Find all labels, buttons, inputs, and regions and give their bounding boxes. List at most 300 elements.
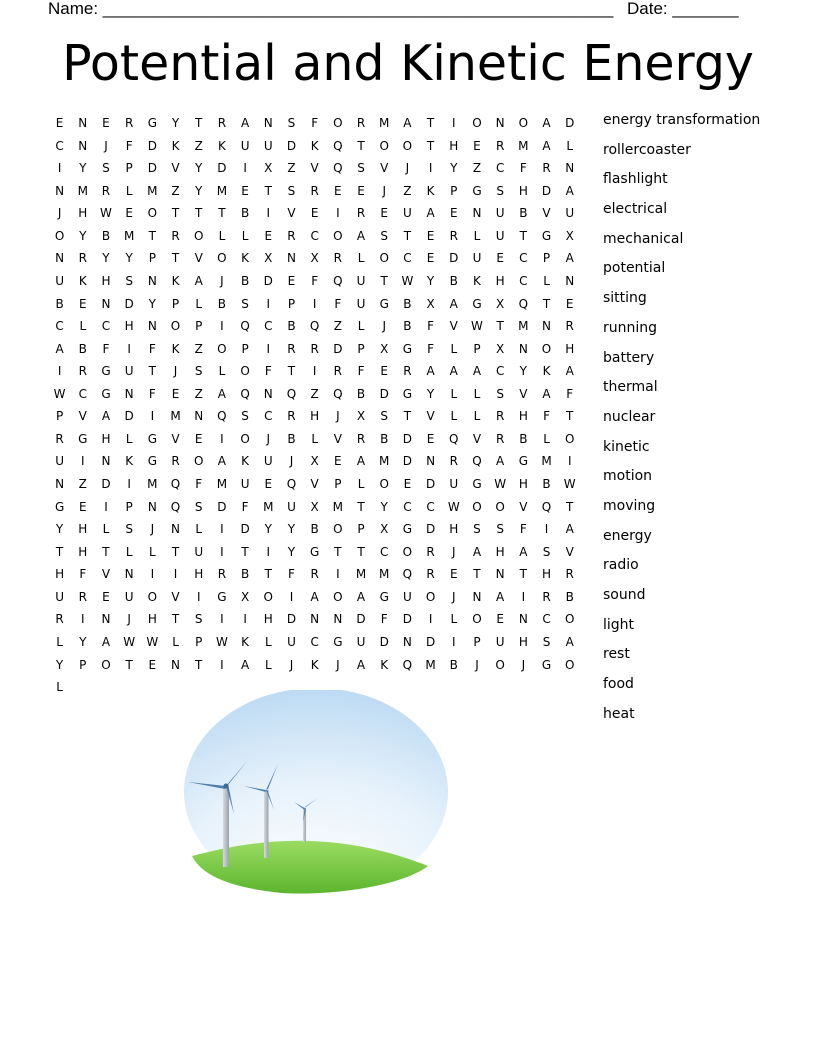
grid-letter: Z xyxy=(310,386,319,401)
grid-letter: P xyxy=(357,522,365,537)
grid-letter: A xyxy=(565,522,574,537)
grid-letter: R xyxy=(565,319,574,334)
grid-letter: G xyxy=(541,228,552,243)
grid-letter: Q xyxy=(402,567,413,582)
grid-letter: T xyxy=(426,138,435,153)
grid-letter: T xyxy=(566,499,574,514)
grid-letter: A xyxy=(240,116,250,130)
grid-letter: A xyxy=(310,589,319,604)
grid-letter: R xyxy=(287,341,296,356)
grid-letter: Q xyxy=(309,319,320,334)
grid-letter: U xyxy=(55,454,64,469)
grid-letter: I xyxy=(220,319,224,334)
grid-letter: E xyxy=(334,183,342,198)
grid-letter: B xyxy=(240,567,250,582)
grid-letter: Z xyxy=(78,477,87,491)
grid-letter: I xyxy=(452,634,456,649)
grid-letter: O xyxy=(170,319,181,334)
grid-letter: R xyxy=(403,364,412,379)
grid-letter: R xyxy=(495,138,505,153)
grid-letter: X xyxy=(496,296,505,311)
grid-letter: H xyxy=(310,409,320,424)
grid-letter: P xyxy=(287,296,296,311)
grid-letter: J xyxy=(405,161,410,176)
grid-letter: W xyxy=(146,634,159,649)
grid-letter: W xyxy=(53,386,66,401)
grid-letter: T xyxy=(264,567,272,582)
grid-letter: W xyxy=(447,499,460,514)
grid-letter: Q xyxy=(541,499,552,514)
grid-letter: H xyxy=(101,431,111,446)
grid-letter: D xyxy=(124,296,134,311)
grid-letter: T xyxy=(403,228,412,243)
grid-letter: U xyxy=(263,138,273,153)
grid-letter: T xyxy=(287,364,296,379)
grid-letter: I xyxy=(567,454,572,469)
grid-letter: T xyxy=(171,544,180,559)
grid-letter: A xyxy=(449,364,458,379)
grid-letter: J xyxy=(57,206,62,221)
grid-letter: R xyxy=(542,161,551,176)
word-list-item: flashlight xyxy=(603,171,668,188)
grid-letter: K xyxy=(78,273,87,288)
grid-letter: U xyxy=(124,364,134,379)
grid-letter: Q xyxy=(286,477,297,491)
grid-letter: I xyxy=(266,206,271,221)
grid-letter: N xyxy=(402,634,412,649)
grid-letter: F xyxy=(79,567,87,582)
grid-letter: I xyxy=(266,544,271,559)
grid-letter: I xyxy=(220,431,224,446)
grid-letter: K xyxy=(310,138,319,153)
grid-letter: N xyxy=(78,138,88,153)
grid-letter: L xyxy=(79,319,87,334)
grid-letter: L xyxy=(149,544,156,559)
grid-letter: B xyxy=(449,657,458,672)
grid-letter: S xyxy=(473,522,481,537)
grid-letter: N xyxy=(124,567,134,582)
grid-letter: U xyxy=(356,273,366,288)
grid-letter: K xyxy=(241,634,250,649)
grid-letter: H xyxy=(78,206,88,221)
grid-letter: O xyxy=(379,477,389,491)
grid-letter: Q xyxy=(402,657,413,672)
grid-letter: D xyxy=(541,183,552,198)
grid-letter: A xyxy=(101,409,111,424)
grid-letter: T xyxy=(171,612,180,627)
grid-letter: U xyxy=(55,273,64,288)
word-list-item: energy transformation xyxy=(603,112,761,128)
grid-letter: D xyxy=(147,138,157,153)
grid-letter: S xyxy=(380,409,389,424)
grid-letter: S xyxy=(102,161,110,176)
word-list-item: rest xyxy=(603,646,630,663)
grid-letter: T xyxy=(357,499,365,514)
grid-letter: V xyxy=(171,589,180,604)
grid-letter: G xyxy=(101,364,111,379)
grid-letter: H xyxy=(495,273,505,288)
grid-letter: E xyxy=(426,228,435,243)
grid-letter: K xyxy=(171,273,180,288)
grid-letter: A xyxy=(217,454,227,469)
date-field-label: Date: _______ xyxy=(627,0,739,18)
grid-letter: D xyxy=(425,634,436,649)
grid-letter: P xyxy=(125,499,133,514)
grid-letter: F xyxy=(566,386,574,401)
grid-letter: S xyxy=(125,273,133,288)
grid-letter: N xyxy=(565,161,575,176)
grid-letter: C xyxy=(310,634,319,649)
grid-letter: D xyxy=(147,161,157,176)
grid-letter: V xyxy=(78,409,87,424)
grid-letter: U xyxy=(124,589,134,604)
grid-letter: L xyxy=(311,431,318,446)
grid-letter: P xyxy=(195,319,203,334)
grid-letter: D xyxy=(379,634,389,649)
word-list xyxy=(603,109,813,732)
grid-letter: G xyxy=(518,454,528,469)
grid-letter: K xyxy=(380,657,389,672)
grid-letter: M xyxy=(425,657,436,672)
grid-letter: L xyxy=(125,544,133,559)
grid-letter: G xyxy=(541,657,552,672)
grid-letter: L xyxy=(357,319,365,334)
grid-letter: F xyxy=(334,296,342,311)
name-field-label: Name: ______________________________________________________ xyxy=(48,0,614,18)
grid-letter: Q xyxy=(472,454,482,469)
grid-letter: U xyxy=(240,138,250,153)
grid-letter: U xyxy=(472,251,482,266)
grid-letter: N xyxy=(310,612,320,627)
grid-letter: O xyxy=(217,251,227,266)
grid-letter: G xyxy=(379,589,389,604)
grid-letter: T xyxy=(380,273,388,288)
grid-letter: E xyxy=(310,206,319,221)
grid-letter: N xyxy=(171,522,181,537)
grid-letter: L xyxy=(241,228,249,243)
grid-letter: I xyxy=(220,657,224,672)
grid-letter: C xyxy=(101,319,111,334)
grid-letter: Y xyxy=(55,657,64,672)
grid-letter: Y xyxy=(79,161,87,176)
grid-letter: A xyxy=(217,386,227,401)
grid-letter: I xyxy=(428,161,433,176)
grid-letter: A xyxy=(542,116,551,130)
grid-letter: X xyxy=(380,341,389,356)
grid-letter: Z xyxy=(403,183,412,198)
grid-letter: V xyxy=(310,477,319,491)
grid-letter: K xyxy=(171,341,180,356)
grid-letter: N xyxy=(101,612,111,627)
grid-letter: A xyxy=(55,341,64,356)
grid-letter: T xyxy=(566,409,574,424)
grid-letter: A xyxy=(542,386,551,401)
grid-letter: S xyxy=(542,544,551,559)
grid-letter: B xyxy=(78,341,87,356)
grid-letter: A xyxy=(356,454,366,469)
grid-letter: A xyxy=(426,206,435,221)
grid-letter: X xyxy=(565,228,574,243)
word-list-item: battery xyxy=(603,349,655,366)
grid-letter: D xyxy=(286,138,297,153)
grid-letter: G xyxy=(101,386,111,401)
word-list-item: nuclear xyxy=(603,408,656,425)
grid-letter: A xyxy=(496,589,505,604)
grid-letter: B xyxy=(519,431,528,446)
grid-letter: M xyxy=(77,183,88,198)
grid-letter: U xyxy=(356,634,366,649)
grid-letter: O xyxy=(564,431,575,446)
grid-letter: X xyxy=(310,499,319,514)
grid-letter: T xyxy=(426,116,435,130)
grid-letter: C xyxy=(403,251,412,266)
grid-letter: M xyxy=(216,183,228,198)
grid-letter: V xyxy=(171,161,180,176)
grid-letter: Y xyxy=(79,228,87,243)
grid-letter: T xyxy=(264,183,272,198)
grid-letter: T xyxy=(519,228,528,243)
grid-letter: O xyxy=(333,228,343,243)
grid-letter: K xyxy=(426,183,435,198)
grid-letter: J xyxy=(452,589,456,604)
grid-letter: S xyxy=(380,228,389,243)
grid-letter: P xyxy=(473,341,481,356)
grid-letter: T xyxy=(357,544,365,559)
grid-letter: P xyxy=(357,341,365,356)
grid-letter: I xyxy=(336,567,340,582)
grid-letter: F xyxy=(311,116,319,130)
grid-letter: R xyxy=(101,183,111,198)
grid-letter: O xyxy=(333,522,343,537)
grid-letter: D xyxy=(449,251,459,266)
grid-letter: O xyxy=(379,138,389,153)
grid-letter: E xyxy=(403,477,412,491)
grid-letter: O xyxy=(495,657,505,672)
grid-letter: N xyxy=(495,567,505,582)
grid-letter: Y xyxy=(380,499,388,514)
grid-letter: R xyxy=(333,364,343,379)
grid-letter: R xyxy=(356,431,366,446)
grid-letter: H xyxy=(101,273,111,288)
grid-letter: M xyxy=(379,454,390,469)
grid-letter: N xyxy=(518,612,528,627)
grid-letter: N xyxy=(147,319,157,334)
grid-letter: R xyxy=(495,431,505,446)
grid-letter: F xyxy=(195,477,203,491)
grid-letter: N xyxy=(194,409,204,424)
grid-letter: H xyxy=(55,567,65,582)
grid-letter: Y xyxy=(426,273,435,288)
grid-letter: R xyxy=(333,251,343,266)
grid-letter: U xyxy=(240,477,250,491)
grid-letter: H xyxy=(449,138,459,153)
grid-letter: C xyxy=(426,499,435,514)
grid-letter: Z xyxy=(287,161,296,176)
grid-letter: S xyxy=(241,296,249,311)
grid-letter: I xyxy=(336,206,340,221)
grid-letter: E xyxy=(496,612,504,627)
word-list-item: sound xyxy=(603,587,646,603)
grid-letter: G xyxy=(402,341,413,356)
grid-letter: G xyxy=(333,634,343,649)
grid-letter: S xyxy=(287,116,296,130)
grid-letter: O xyxy=(240,364,250,379)
word-list-item: light xyxy=(603,616,635,633)
grid-letter: L xyxy=(172,634,179,649)
grid-letter: R xyxy=(495,409,505,424)
grid-letter: H xyxy=(78,522,88,537)
grid-letter: X xyxy=(496,341,505,356)
grid-letter: D xyxy=(565,116,575,130)
grid-letter: H xyxy=(518,634,528,649)
grid-letter: R xyxy=(171,454,180,469)
grid-letter: P xyxy=(171,296,180,311)
grid-letter: H xyxy=(147,612,157,627)
grid-letter: V xyxy=(542,206,551,221)
grid-letter: Z xyxy=(194,138,203,153)
grid-letter: R xyxy=(426,544,435,559)
grid-letter: O xyxy=(333,589,343,604)
grid-letter: U xyxy=(449,477,459,491)
grid-letter: H xyxy=(124,319,134,334)
grid-letter: N xyxy=(147,273,157,288)
grid-letter: L xyxy=(473,409,481,424)
page-title: Potential and Kinetic Energy xyxy=(62,35,754,92)
grid-letter: O xyxy=(193,454,204,469)
grid-letter: I xyxy=(243,161,247,176)
grid-letter: G xyxy=(54,499,65,514)
grid-letter: H xyxy=(518,183,528,198)
grid-letter: U xyxy=(356,296,366,311)
grid-letter: U xyxy=(495,228,505,243)
grid-letter: V xyxy=(287,206,296,221)
grid-letter: O xyxy=(472,116,482,130)
grid-letter: R xyxy=(287,409,296,424)
grid-letter: L xyxy=(450,341,458,356)
grid-letter: Y xyxy=(519,364,528,379)
grid-letter: V xyxy=(194,251,203,266)
grid-letter: Q xyxy=(240,386,250,401)
grid-letter: Q xyxy=(449,431,459,446)
grid-letter: R xyxy=(565,567,574,582)
grid-letter: N xyxy=(495,116,505,130)
grid-letter: Z xyxy=(194,341,203,356)
grid-letter: Q xyxy=(217,409,227,424)
grid-letter: B xyxy=(240,206,250,221)
grid-letter: P xyxy=(473,634,481,649)
grid-letter: K xyxy=(171,138,180,153)
grid-letter: A xyxy=(472,364,482,379)
grid-letter: C xyxy=(55,138,64,153)
grid-letter: E xyxy=(78,296,87,311)
grid-letter: E xyxy=(102,116,110,130)
grid-letter: D xyxy=(356,612,366,627)
grid-letter: D xyxy=(425,522,436,537)
word-list-item: sitting xyxy=(603,290,647,307)
grid-letter: R xyxy=(356,116,366,130)
grid-letter: F xyxy=(543,409,550,424)
grid-letter: Y xyxy=(125,251,133,266)
grid-letter: M xyxy=(541,454,552,469)
grid-letter: U xyxy=(403,589,412,604)
grid-letter: M xyxy=(518,319,529,334)
grid-letter: U xyxy=(194,544,204,559)
grid-letter: S xyxy=(496,183,504,198)
grid-letter: T xyxy=(542,296,551,311)
grid-letter: F xyxy=(357,364,365,379)
grid-letter: E xyxy=(171,386,180,401)
grid-letter: L xyxy=(56,634,63,649)
grid-letter: V xyxy=(426,409,435,424)
grid-letter: U xyxy=(287,634,296,649)
grid-letter: I xyxy=(220,612,224,627)
grid-letter: E xyxy=(125,206,133,221)
grid-letter: B xyxy=(55,296,64,311)
grid-letter: J xyxy=(127,612,131,627)
grid-letter: J xyxy=(452,544,456,559)
grid-letter: G xyxy=(310,544,320,559)
grid-letter: V xyxy=(310,161,319,176)
grid-letter: D xyxy=(379,386,389,401)
grid-letter: Q xyxy=(333,386,343,401)
grid-letter: A xyxy=(194,273,203,288)
grid-letter: T xyxy=(519,567,528,582)
grid-letter: T xyxy=(171,206,180,221)
grid-letter: R xyxy=(217,567,227,582)
grid-letter: A xyxy=(403,116,412,130)
grid-letter: P xyxy=(542,251,551,266)
grid-letter: U xyxy=(565,206,575,221)
grid-letter: E xyxy=(194,431,203,446)
grid-letter: F xyxy=(519,161,527,176)
grid-letter: H xyxy=(495,544,505,559)
grid-letter: Z xyxy=(171,183,180,198)
grid-letter: M xyxy=(147,477,158,491)
grid-letter: W xyxy=(494,477,507,491)
grid-letter: T xyxy=(334,544,342,559)
grid-letter: V xyxy=(171,431,180,446)
grid-letter: C xyxy=(542,612,551,627)
grid-letter: B xyxy=(240,273,250,288)
grid-letter: Y xyxy=(195,183,203,198)
grid-letter: L xyxy=(450,386,458,401)
word-list-item: kinetic xyxy=(603,438,650,455)
grid-letter: V xyxy=(380,161,389,176)
word-list-item: food xyxy=(603,676,634,693)
grid-letter: Y xyxy=(287,544,296,559)
grid-letter: L xyxy=(450,612,458,627)
grid-letter: E xyxy=(496,251,504,266)
grid-letter: H xyxy=(449,522,459,537)
grid-letter: D xyxy=(240,522,250,537)
grid-letter: N xyxy=(101,296,111,311)
grid-letter: D xyxy=(124,409,134,424)
grid-letter: D xyxy=(217,499,227,514)
grid-letter: O xyxy=(101,657,111,672)
grid-letter: E xyxy=(78,499,87,514)
grid-letter: L xyxy=(218,228,226,243)
grid-letter: K xyxy=(241,454,250,469)
grid-letter: P xyxy=(450,183,458,198)
grid-letter: Y xyxy=(55,522,64,537)
grid-letter: F xyxy=(288,567,295,582)
grid-letter: Y xyxy=(148,296,157,311)
grid-letter: R xyxy=(287,228,296,243)
grid-letter: R xyxy=(542,589,551,604)
grid-letter: E xyxy=(102,589,110,604)
grid-letter: E xyxy=(449,567,458,582)
grid-letter: K xyxy=(310,657,319,672)
